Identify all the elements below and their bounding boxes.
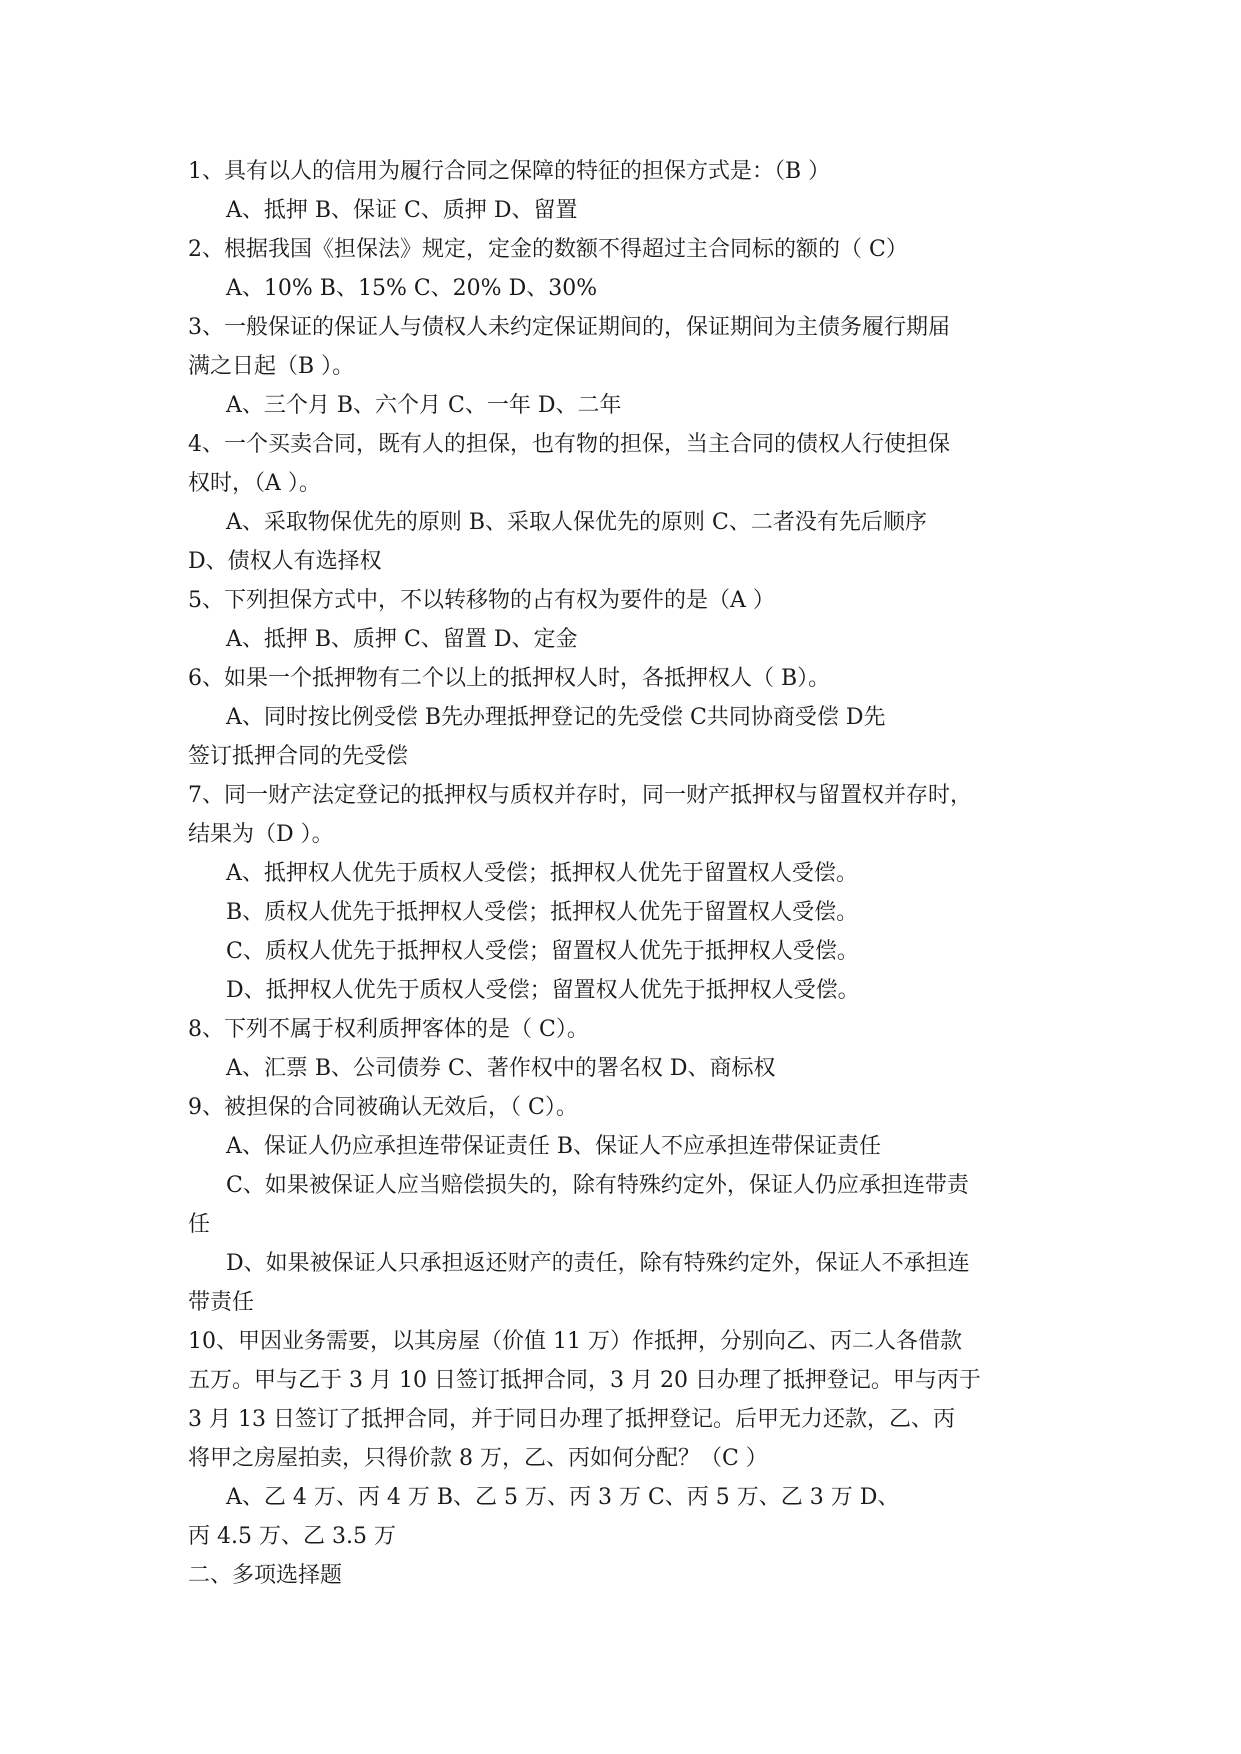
- document-page: [188, 152, 1068, 1595]
- question-7-option-a: A、抵押权人优先于质权人受偿；抵押权人优先于留置权人受偿。: [226, 861, 858, 886]
- question-4-options: A、采取物保优先的原则 B、采取人保优先的原则 C、二者没有先后顺序: [226, 510, 927, 535]
- question-7-continued: 结果为（D ）。: [188, 822, 334, 847]
- question-1: 1、具有以人的信用为履行合同之保障的特征的担保方式是：（B ）: [188, 159, 831, 184]
- question-9-option-d-continued: 带责任: [188, 1290, 255, 1315]
- question-9-option-d: D、如果被保证人只承担返还财产的责任，除有特殊约定外，保证人不承担连: [226, 1251, 970, 1276]
- question-7: 7、同一财产法定登记的抵押权与质权并存时，同一财产抵押权与留置权并存时，: [188, 783, 972, 808]
- question-10-line-3: 3 月 13 日签订了抵押合同，并于同日办理了抵押登记。后甲无力还款，乙、丙: [188, 1407, 955, 1432]
- question-9: 9、被担保的合同被确认无效后，（ C）。: [188, 1095, 578, 1120]
- question-10-options-continued: 丙 4.5 万、乙 3.5 万: [188, 1524, 396, 1549]
- question-3: 3、一般保证的保证人与债权人未约定保证期间的，保证期间为主债务履行期届: [188, 315, 950, 340]
- question-1-options: A、抵押 B、保证 C、质押 D、留置: [226, 198, 578, 223]
- question-7-option-c: C、质权人优先于抵押权人受偿；留置权人优先于抵押权人受偿。: [226, 939, 859, 964]
- question-3-continued: 满之日起（B ）。: [188, 354, 355, 379]
- question-10-line-2: 五万。甲与乙于 3 月 10 日签订抵押合同，3 月 20 日办理了抵押登记。甲与丙于: [188, 1368, 981, 1393]
- question-5: 5、下列担保方式中，不以转移物的占有权为要件的是（A ）: [188, 588, 775, 613]
- question-6: 6、如果一个抵押物有二个以上的抵押权人时，各抵押权人（ B）。: [188, 666, 831, 691]
- question-10-line-4: 将甲之房屋拍卖，只得价款 8 万，乙、丙如何分配？（C ）: [188, 1446, 768, 1471]
- question-6-options-continued: 签订抵押合同的先受偿: [188, 744, 409, 769]
- question-2: 2、根据我国《担保法》规定，定金的数额不得超过主合同标的额的（ C）: [188, 237, 908, 262]
- section-heading-multiple-choice: 二、多项选择题: [188, 1563, 343, 1588]
- question-5-options: A、抵押 B、质押 C、留置 D、定金: [226, 627, 578, 652]
- question-7-option-b: B、质权人优先于抵押权人受偿；抵押权人优先于留置权人受偿。: [226, 900, 859, 925]
- question-8-options: A、汇票 B、公司债券 C、著作权中的署名权 D、商标权: [226, 1056, 776, 1081]
- question-6-options: A、同时按比例受偿 B先办理抵押登记的先受偿 C共同协商受偿 D先: [226, 705, 886, 730]
- question-9-option-c-continued: 任: [188, 1212, 211, 1237]
- question-8: 8、下列不属于权利质押客体的是（ C）。: [188, 1017, 589, 1042]
- question-10: 10、甲因业务需要，以其房屋（价值 11 万）作抵押，分别向乙、丙二人各借款: [188, 1329, 962, 1354]
- question-9-options-ab: A、保证人仍应承担连带保证责任 B、保证人不应承担连带保证责任: [226, 1134, 882, 1159]
- question-4-options-continued: D、债权人有选择权: [188, 549, 382, 574]
- question-10-options: A、乙 4 万、丙 4 万 B、乙 5 万、丙 3 万 C、丙 5 万、乙 3 万 D、: [226, 1485, 900, 1510]
- question-3-options: A、三个月 B、六个月 C、一年 D、二年: [226, 393, 622, 418]
- question-4: 4、一个买卖合同，既有人的担保，也有物的担保，当主合同的债权人行使担保: [188, 432, 950, 457]
- question-2-options: A、10% B、15% C、20% D、30%: [226, 276, 598, 301]
- question-9-option-c: C、如果被保证人应当赔偿损失的，除有特殊约定外，保证人仍应承担连带责: [226, 1173, 969, 1198]
- question-4-continued: 权时，（A ）。: [188, 471, 321, 496]
- question-7-option-d: D、抵押权人优先于质权人受偿；留置权人优先于抵押权人受偿。: [226, 978, 860, 1003]
